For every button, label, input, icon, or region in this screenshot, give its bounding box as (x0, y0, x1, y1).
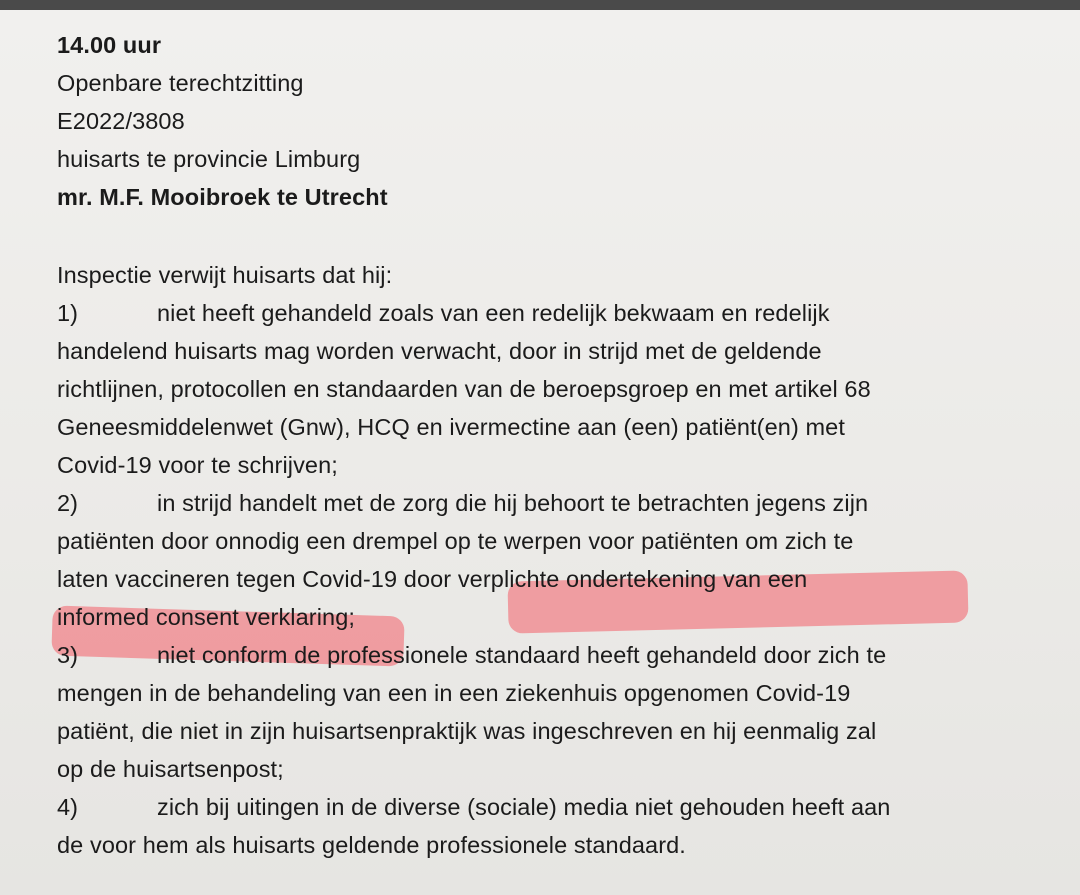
list-item (57, 792, 890, 822)
session-time: 14.00 uur (57, 32, 162, 58)
item-text: mengen in de behandeling van een in een ziekenhuis opgenomen Covid-19 (57, 680, 851, 706)
item-number: 2) (57, 490, 79, 516)
session-type: Openbare terechtzitting (57, 70, 304, 96)
item-text: de voor hem als huisarts geldende professionele standaard. (57, 832, 686, 858)
item-text: Geneesmiddelenwet (Gnw), HCQ en ivermectine aan (een) patiënt(en) met (57, 414, 845, 440)
item-text: patiënt, die niet in zijn huisartsenpraktijk was ingeschreven en hij eenmalig zal (57, 718, 877, 744)
item-text: niet heeft gehandeld zoals van een redelijk bekwaam en redelijk (157, 300, 830, 326)
list-item (57, 640, 886, 670)
item-text: in strijd handelt met de zorg die hij behoort te betrachten jegens zijn (157, 490, 869, 516)
item-text: niet conform de professionele standaard heeft gehandeld door zich te (157, 642, 887, 668)
intro-text: Inspectie verwijt huisarts dat hij: (57, 262, 393, 288)
list-item (57, 298, 830, 328)
defendant: huisarts te provincie Limburg (57, 146, 361, 172)
document-page (0, 10, 1080, 895)
list-item (57, 488, 868, 518)
counsel: mr. M.F. Mooibroek te Utrecht (57, 184, 388, 210)
item-number: 4) (57, 794, 79, 820)
item-text: richtlijnen, protocollen en standaarden van de beroepsgroep en met artikel 68 (57, 376, 871, 402)
item-text: op de huisartsenpost; (57, 756, 284, 782)
item-text: zich bij uitingen in de diverse (sociale) media niet gehouden heeft aan (157, 794, 891, 820)
item-text: handelend huisarts mag worden verwacht, door in strijd met de geldende (57, 338, 822, 364)
item-number: 3) (57, 642, 79, 668)
item-text: laten vaccineren tegen Covid-19 door verplichte ondertekening van een (57, 566, 808, 592)
case-number: E2022/3808 (57, 108, 185, 134)
item-number: 1) (57, 300, 79, 326)
top-bar (0, 0, 1080, 10)
item-text: patiënten door onnodig een drempel op te werpen voor patiënten om zich te (57, 528, 854, 554)
item-text: informed consent verklaring; (57, 604, 355, 630)
item-text: Covid-19 voor te schrijven; (57, 452, 338, 478)
